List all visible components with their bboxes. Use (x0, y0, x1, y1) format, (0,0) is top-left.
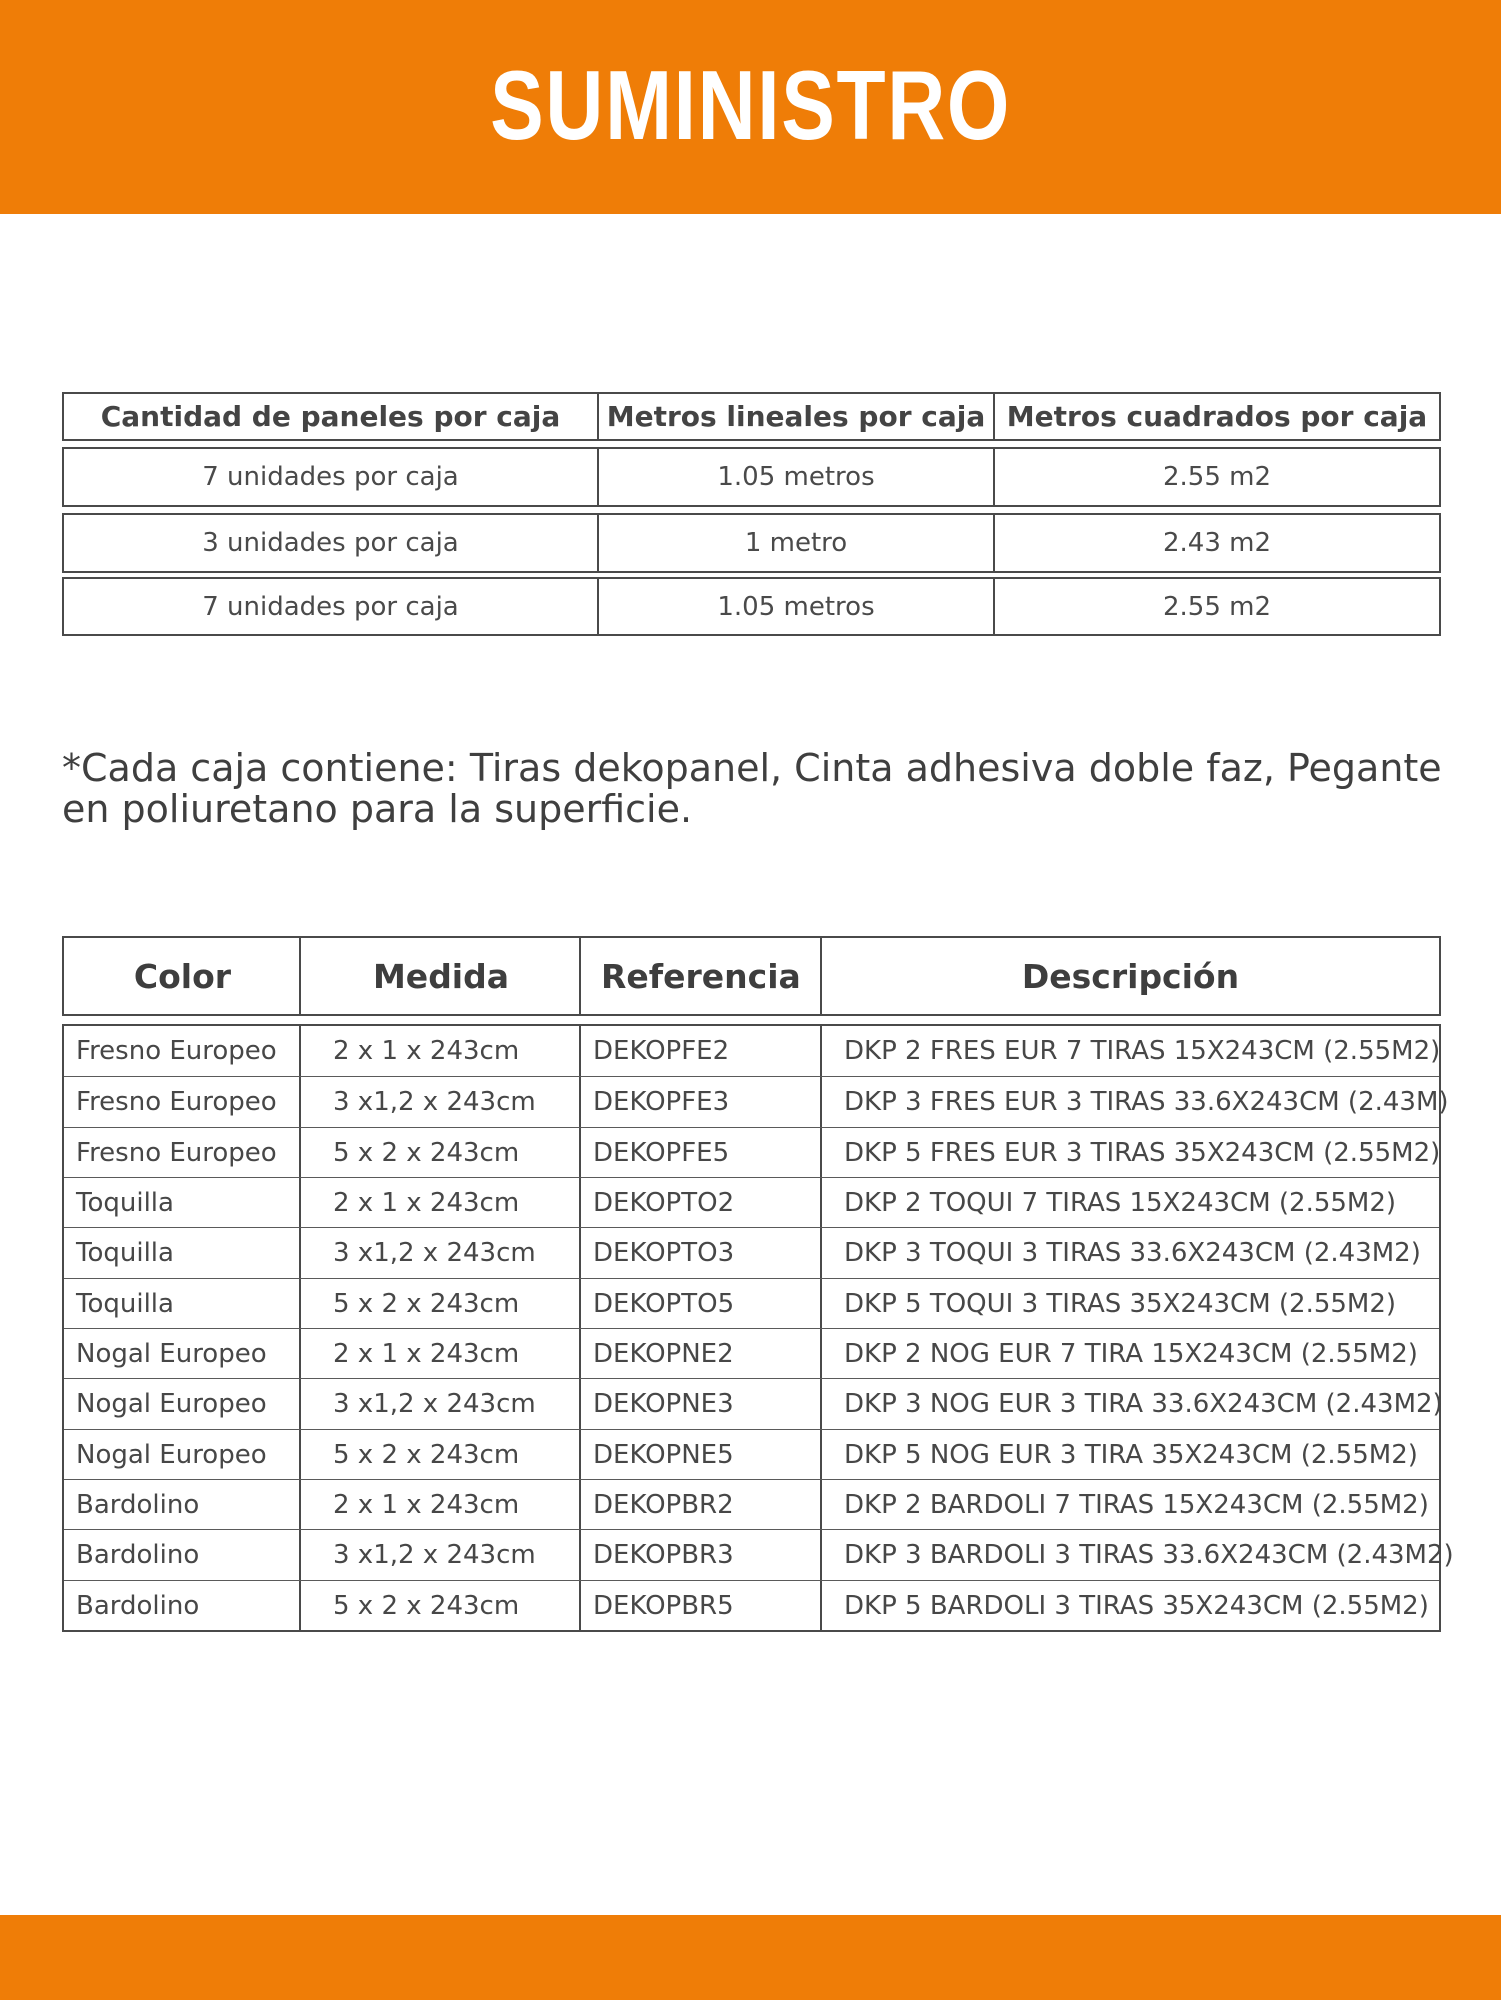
descripcion-cell: DKP 3 BARDOLI 3 TIRAS 33.6X243CM (2.43M2) (844, 1540, 1454, 1571)
header-banner (0, 0, 1501, 214)
supply-cell: 3 unidades por caja (202, 528, 459, 558)
color-cell: Fresno Europeo (76, 1137, 277, 1168)
descripcion-cell: DKP 5 TOQUI 3 TIRAS 35X243CM (2.55M2) (844, 1288, 1397, 1319)
referencia-cell: DEKOPBR3 (593, 1540, 734, 1571)
supply-table-header (62, 392, 1441, 441)
supply-cell: 1 metro (597, 515, 993, 571)
color-cell: Bardolino (76, 1590, 200, 1621)
supply-cell: 1.05 metros (597, 449, 993, 505)
color-cell: Nogal Europeo (76, 1339, 267, 1370)
table-row (64, 1580, 1439, 1631)
descripcion-cell: DKP 5 BARDOLI 3 TIRAS 35X243CM (2.55M2) (844, 1590, 1429, 1621)
descripcion-cell: DKP 5 NOG EUR 3 TIRA 35X243CM (2.55M2) (844, 1439, 1418, 1470)
descripcion-cell: DKP 3 TOQUI 3 TIRAS 33.6X243CM (2.43M2) (844, 1238, 1421, 1269)
referencia-cell: DEKOPTO2 (593, 1188, 735, 1219)
descripcion-cell: DKP 3 FRES EUR 3 TIRAS 33.6X243CM (2.43M) (844, 1087, 1449, 1118)
referencia-cell: DEKOPFE2 (593, 1036, 730, 1067)
referencia-cell: DEKOPNE3 (593, 1389, 734, 1420)
referencia-cell: DEKOPBR2 (593, 1490, 734, 1521)
supply-table-row (62, 513, 1441, 573)
supply-header-cell: Metros cuadrados por caja (993, 394, 1439, 439)
medida-cell: 5 x 2 x 243cm (333, 1439, 520, 1470)
supply-cell: 1.05 metros (597, 579, 993, 634)
medida-cell: 3 x1,2 x 243cm (333, 1389, 536, 1420)
supply-header-cell: Cantidad de paneles por caja (100, 400, 561, 433)
product-table-header (62, 936, 1441, 1016)
referencia-cell: DEKOPFE3 (593, 1087, 730, 1118)
supply-cell: 2.55 m2 (993, 579, 1439, 634)
medida-cell: 5 x 2 x 243cm (333, 1288, 520, 1319)
color-cell: Bardolino (76, 1490, 200, 1521)
supply-cell: 7 unidades por caja (202, 462, 459, 492)
column-divider (299, 938, 301, 1014)
product-header-descripcion: Descripción (1021, 956, 1240, 996)
supply-cell: 2.55 m2 (993, 449, 1439, 505)
medida-cell: 5 x 2 x 243cm (333, 1137, 520, 1168)
medida-cell: 5 x 2 x 243cm (333, 1590, 520, 1621)
product-header-referencia: Referencia (601, 956, 801, 996)
footer-banner (0, 1915, 1501, 2000)
color-cell: Toquilla (76, 1288, 174, 1319)
column-divider (820, 938, 822, 1014)
descripcion-cell: DKP 2 TOQUI 7 TIRAS 15X243CM (2.55M2) (844, 1188, 1397, 1219)
color-cell: Fresno Europeo (76, 1087, 277, 1118)
box-contents-note: *Cada caja contiene: Tiras dekopanel, Cinta adhesiva doble faz, Pegante en poliuretano para la superficie. (62, 746, 1442, 831)
table-row (64, 1479, 1439, 1530)
column-divider (579, 938, 581, 1014)
medida-cell: 3 x1,2 x 243cm (333, 1238, 536, 1269)
product-header-color: Color (133, 956, 232, 996)
table-row (64, 1328, 1439, 1379)
table-row (64, 1076, 1449, 1127)
medida-cell: 3 x1,2 x 243cm (333, 1540, 536, 1571)
supply-cell: 7 unidades por caja (202, 591, 459, 622)
color-cell: Toquilla (76, 1188, 174, 1219)
table-row (64, 1278, 1439, 1329)
medida-cell: 2 x 1 x 243cm (333, 1339, 520, 1370)
color-cell: Nogal Europeo (76, 1439, 267, 1470)
color-cell: Bardolino (76, 1540, 200, 1571)
table-row (64, 1378, 1443, 1429)
table-row (64, 1529, 1454, 1580)
product-table (62, 1024, 1454, 1632)
descripcion-cell: DKP 2 NOG EUR 7 TIRA 15X243CM (2.55M2) (844, 1339, 1418, 1370)
referencia-cell: DEKOPBR5 (593, 1590, 734, 1621)
medida-cell: 2 x 1 x 243cm (333, 1188, 520, 1219)
supply-cell: 2.43 m2 (993, 515, 1439, 571)
table-row (64, 1026, 1439, 1076)
page-title: SUMINISTRO (490, 49, 1011, 160)
referencia-cell: DEKOPNE5 (593, 1439, 734, 1470)
descripcion-cell: DKP 2 BARDOLI 7 TIRAS 15X243CM (2.55M2) (844, 1490, 1429, 1521)
referencia-cell: DEKOPNE2 (593, 1339, 734, 1370)
table-row (64, 1429, 1439, 1480)
table-row (64, 1127, 1439, 1178)
medida-cell: 2 x 1 x 243cm (333, 1036, 520, 1067)
supply-header-cell: Metros lineales por caja (597, 394, 993, 439)
referencia-cell: DEKOPFE5 (593, 1137, 730, 1168)
table-row (64, 1177, 1439, 1228)
color-cell: Toquilla (76, 1238, 174, 1269)
descripcion-cell: DKP 3 NOG EUR 3 TIRA 33.6X243CM (2.43M2) (844, 1389, 1443, 1420)
medida-cell: 3 x1,2 x 243cm (333, 1087, 536, 1118)
medida-cell: 2 x 1 x 243cm (333, 1490, 520, 1521)
referencia-cell: DEKOPTO3 (593, 1238, 735, 1269)
supply-table-row (62, 447, 1441, 507)
descripcion-cell: DKP 5 FRES EUR 3 TIRAS 35X243CM (2.55M2) (844, 1137, 1441, 1168)
supply-table-row (62, 577, 1441, 636)
descripcion-cell: DKP 2 FRES EUR 7 TIRAS 15X243CM (2.55M2) (844, 1036, 1441, 1067)
product-header-medida: Medida (372, 956, 510, 996)
color-cell: Fresno Europeo (76, 1036, 277, 1067)
color-cell: Nogal Europeo (76, 1389, 267, 1420)
referencia-cell: DEKOPTO5 (593, 1288, 735, 1319)
table-row (64, 1227, 1439, 1278)
